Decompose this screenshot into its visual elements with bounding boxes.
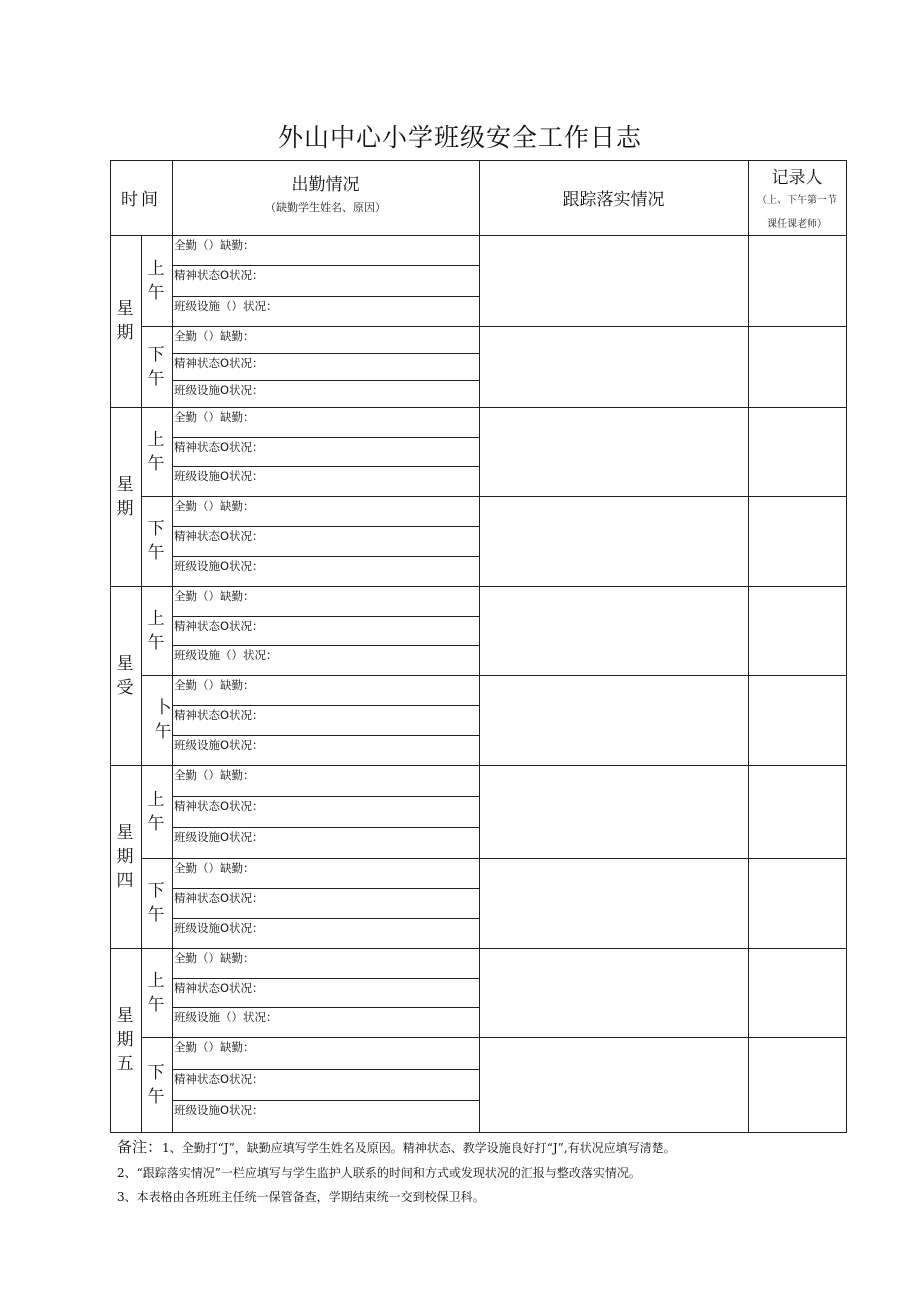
attendance-rule — [172, 645, 480, 646]
attendance-line: 全勤（）缺勤： — [174, 589, 255, 603]
day-separator — [110, 407, 847, 408]
session-label — [141, 428, 171, 476]
session-separator — [141, 858, 847, 859]
session-separator — [141, 1037, 847, 1038]
session-label — [141, 257, 171, 305]
session-label — [141, 879, 171, 927]
attendance-rule — [172, 1100, 480, 1101]
attendance-line: 精神状态O状况： — [174, 529, 264, 543]
day-label-char: 星 — [116, 653, 134, 674]
attendance-line: 全勤（）缺勤： — [174, 1040, 255, 1054]
day-label-char: 星 — [116, 299, 134, 319]
attendance-line: 精神状态O状况： — [174, 619, 264, 633]
session-label-char: 午 — [147, 905, 165, 925]
attendance-rule — [172, 1069, 480, 1070]
column-rule — [172, 160, 173, 1133]
attendance-line: 班级设施O状况： — [174, 559, 264, 573]
table-border-right — [846, 160, 847, 1133]
column-rule — [479, 160, 480, 1133]
day-label — [110, 1004, 140, 1076]
attendance-line: 班级设施O状况： — [174, 830, 264, 844]
attendance-line: 班级设施O状况： — [174, 921, 264, 935]
attendance-line: 全勤（）缺勤： — [174, 861, 255, 875]
day-separator — [110, 1132, 847, 1133]
session-separator — [141, 326, 847, 327]
day-label — [110, 297, 140, 345]
header-tracking: 跟踪落实情况 — [562, 190, 665, 210]
attendance-rule — [172, 705, 480, 706]
day-label-char: 期 — [116, 846, 134, 867]
session-label-char: 下 — [147, 344, 165, 365]
attendance-line: 全勤（）缺勤： — [174, 499, 255, 513]
session-label-char: 午 — [147, 282, 165, 303]
page-title: 外山中心小学班级安全工作日志 — [277, 123, 642, 152]
attendance-line: 全勤（）缺勤： — [174, 238, 255, 252]
attendance-line: 精神状态O状况： — [174, 799, 264, 813]
header-recorder-label: 记录人 — [771, 168, 823, 188]
attendance-rule — [172, 556, 480, 557]
attendance-line: 班级设施O状况： — [174, 1103, 264, 1117]
session-label-char: 午 — [147, 813, 165, 834]
session-label-char: 上 — [147, 258, 165, 279]
session-label — [141, 517, 171, 565]
day-label-char: 星 — [116, 1006, 134, 1026]
attendance-rule — [172, 265, 480, 266]
session-label-char: 午 — [154, 722, 172, 742]
session-label-char: 午 — [147, 1086, 165, 1107]
day-label-char: 受 — [116, 677, 134, 698]
attendance-line: 精神状态O状况： — [174, 981, 264, 995]
day-label-char: 星 — [116, 474, 134, 495]
notes-lead: 备注： — [117, 1138, 163, 1156]
session-label-char: 午 — [147, 632, 165, 653]
day-label — [110, 473, 140, 521]
header-attendance — [172, 170, 479, 215]
attendance-line: 班级设施（）状况： — [174, 1010, 278, 1024]
attendance-line: 班级设施O状况： — [174, 469, 264, 483]
attendance-line: 精神状态O状况： — [174, 708, 264, 722]
attendance-line: 班级设施O状况： — [174, 383, 264, 397]
notes-line-1 — [117, 1136, 676, 1157]
session-label-char: 午 — [147, 994, 165, 1015]
session-label-char: 下 — [147, 881, 165, 901]
header-time: 时间 — [121, 190, 161, 210]
session-label-char: 下 — [147, 1062, 165, 1083]
day-separator — [110, 586, 847, 587]
attendance-rule — [172, 526, 480, 527]
attendance-line: 精神状态O状况： — [174, 891, 264, 905]
day-separator — [110, 765, 847, 766]
attendance-rule — [172, 380, 480, 381]
notes-text-1: 1、全勤打“J”，缺勤应填写学生姓名及原因。精神状态、教学设施良好打“J”,有状况应填写清楚。 — [162, 1141, 676, 1155]
session-separator — [141, 675, 847, 676]
attendance-rule — [172, 616, 480, 617]
header-attendance-label: 出勤情况 — [291, 175, 360, 195]
attendance-rule — [172, 735, 480, 736]
attendance-rule — [172, 437, 480, 438]
attendance-rule — [172, 796, 480, 797]
day-label — [110, 652, 140, 700]
session-label-char: 卜 — [154, 698, 172, 718]
notes-line-2: 2、“跟踪落实情况”一栏应填写与学生监护人联系的时间和方式或发现状况的汇报与整改落实情况。 — [117, 1166, 641, 1180]
header-recorder-sub-2: 课任课老师） — [767, 219, 827, 230]
day-separator — [110, 948, 847, 949]
day-label — [110, 821, 140, 893]
attendance-rule — [172, 296, 480, 297]
header-recorder — [748, 160, 846, 236]
session-label-char: 午 — [147, 453, 165, 474]
header-attendance-sub: （缺勤学生姓名、原因） — [265, 201, 386, 214]
session-label-char: 上 — [147, 789, 165, 810]
session-label — [141, 607, 171, 655]
session-label-char: 午 — [147, 543, 165, 563]
session-label-char: 上 — [147, 429, 165, 450]
attendance-line: 精神状态O状况： — [174, 268, 264, 282]
day-label-char: 期 — [116, 323, 134, 343]
attendance-rule — [172, 827, 480, 828]
session-label-char: 上 — [147, 970, 165, 991]
session-label-char: 上 — [147, 608, 165, 629]
attendance-line: 精神状态O状况： — [174, 440, 264, 454]
attendance-line: 班级设施O状况： — [174, 738, 264, 752]
attendance-line: 班级设施（）状况： — [174, 299, 278, 313]
session-label — [141, 343, 171, 391]
attendance-rule — [172, 918, 480, 919]
day-label-char: 星 — [116, 822, 134, 843]
session-label — [141, 788, 171, 836]
session-label — [141, 1061, 171, 1109]
day-label-char: 期 — [116, 498, 134, 519]
attendance-line: 全勤（）缺勤： — [174, 678, 255, 692]
attendance-line: 班级设施（）状况： — [174, 648, 278, 662]
day-label-char: 五 — [116, 1054, 134, 1074]
attendance-rule — [172, 1007, 480, 1008]
attendance-rule — [172, 978, 480, 979]
day-label-char: 四 — [116, 870, 134, 891]
attendance-line: 全勤（）缺勤： — [174, 951, 255, 965]
attendance-line: 全勤（）缺勤： — [174, 329, 255, 343]
header-recorder-sub-1: （上、下午第一节 — [757, 195, 837, 206]
session-separator — [141, 496, 847, 497]
attendance-line: 全勤（）缺勤： — [174, 410, 255, 424]
attendance-rule — [172, 466, 480, 467]
attendance-rule — [172, 353, 480, 354]
attendance-line: 精神状态O状况： — [174, 1072, 264, 1086]
session-label-char: 下 — [147, 519, 165, 539]
attendance-line: 全勤（）缺勤： — [174, 768, 255, 782]
notes-line-3: 3、本表格由各班班主任统一保管备查，学期结束统一交到校保卫科。 — [117, 1190, 485, 1204]
session-label — [141, 969, 171, 1017]
attendance-line: 精神状态O状况： — [174, 356, 264, 370]
column-rule — [748, 160, 749, 1133]
session-label-char: 午 — [147, 368, 165, 389]
attendance-rule — [172, 888, 480, 889]
day-label-char: 期 — [116, 1030, 134, 1050]
